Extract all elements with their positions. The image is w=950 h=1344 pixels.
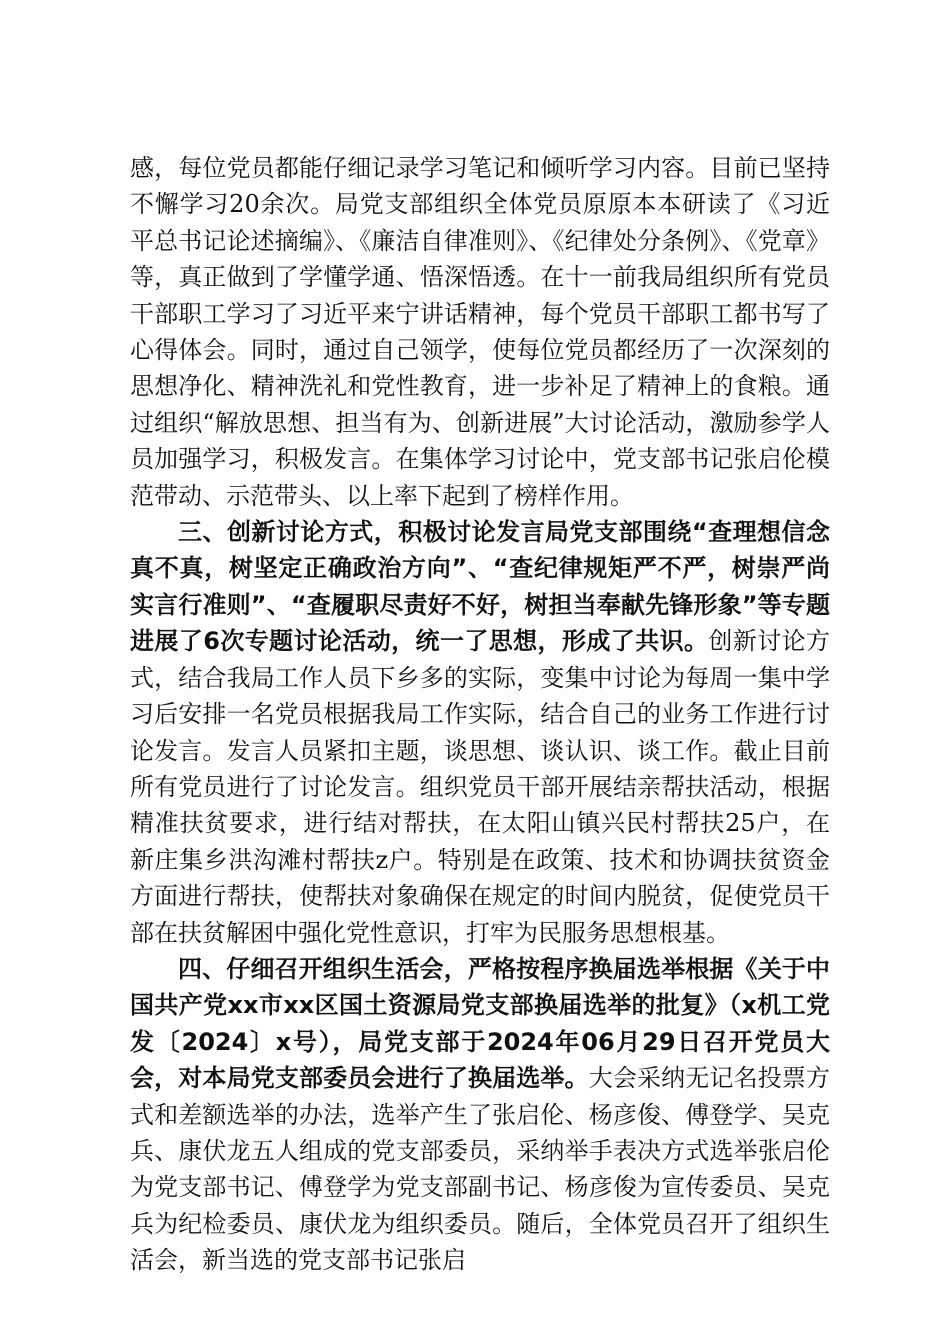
section-four-heading: 四、仔细召开组织生活会，严格按程序换届选举根据《关于中国共产党xx市xx区国土资源局党支部换届选举的批复》（x机工党发〔2024〕x号），局党支部于2024年06月29日召开党员大会，对本局党支部委员会进行了换届选举。 — [130, 954, 830, 1093]
paragraph-section-four — [130, 951, 830, 1279]
section-three-body: 创新讨论方式，结合我局工作人员下乡多的实际，变集中讨论为每周一集中学习后安排一名党员根据我局工作实际，结合自己的业务工作进行讨论发言。发言人员紧扣主题，谈思想、谈认识、谈工作。截止目前所有党员进行了讨论发言。组织党员干部开展结亲帮扶活动，根据精准扶贫要求，进行结对帮扶，在太阳山镇兴民村帮扶25户，在新庄集乡洪沟滩村帮扶z户。特别是在政策、技术和协调扶贫资金方面进行帮扶，使帮扶对象确保在规定的时间内脱贫，促使党员干部在扶贫解困中强化党性意识，打牢为民服务思想根基。 — [130, 627, 831, 947]
section-three-heading: 三、创新讨论方式，积极讨论发言局党支部围绕“查理想信念真不真，树坚定正确政治方向”、“查纪律规矩严不严，树崇严尚实言行准则”、“查履职尽责好不好，树担当奉献先锋形象”等专题进展了6次专题讨论活动，统一了思想，形成了共识。 — [130, 518, 830, 656]
paragraph-section-three — [130, 514, 830, 951]
paragraph-study-continuation — [130, 150, 830, 514]
paragraph-body-text: 感，每位党员都能仔细记录学习笔记和倾听学习内容。目前已坚持不懈学习20余次。局党支部组织全体党员原原本本研读了《习近平总书记论述摘编》、《廉洁自律准则》、《纪律处分条例》、《党章》等，真正做到了学懂学通、悟深悟透。在十一前我局组织所有党员干部职工学习了习近平来宁讲话精神，每个党员干部职工都书写了心得体会。同时，通过自己领学，使每位党员都经历了一次深刻的思想净化、精神洗礼和党性教育，进一步补足了精神上的食粮。通过组织“解放思想、担当有为、创新进展”大讨论活动，激励参学人员加强学习，积极发言。在集体学习讨论中，党支部书记张启伦模范带动、示范带头、以上率下起到了榜样作用。 — [130, 154, 830, 510]
section-four-body: 大会采纳无记名投票方式和差额选举的办法，选举产生了张启伦、杨彦俊、傅登学、吴克兵、康伏龙五人组成的党支部委员，采纳举手表决方式选举张启伦为党支部书记、傅登学为党支部副书记、杨彦俊为宣传委员、吴克兵为纪检委员、康伏龙为组织委员。随后，全体党员召开了组织生活会，新当选的党支部书记张启 — [130, 1064, 831, 1275]
document-body — [130, 150, 830, 1279]
